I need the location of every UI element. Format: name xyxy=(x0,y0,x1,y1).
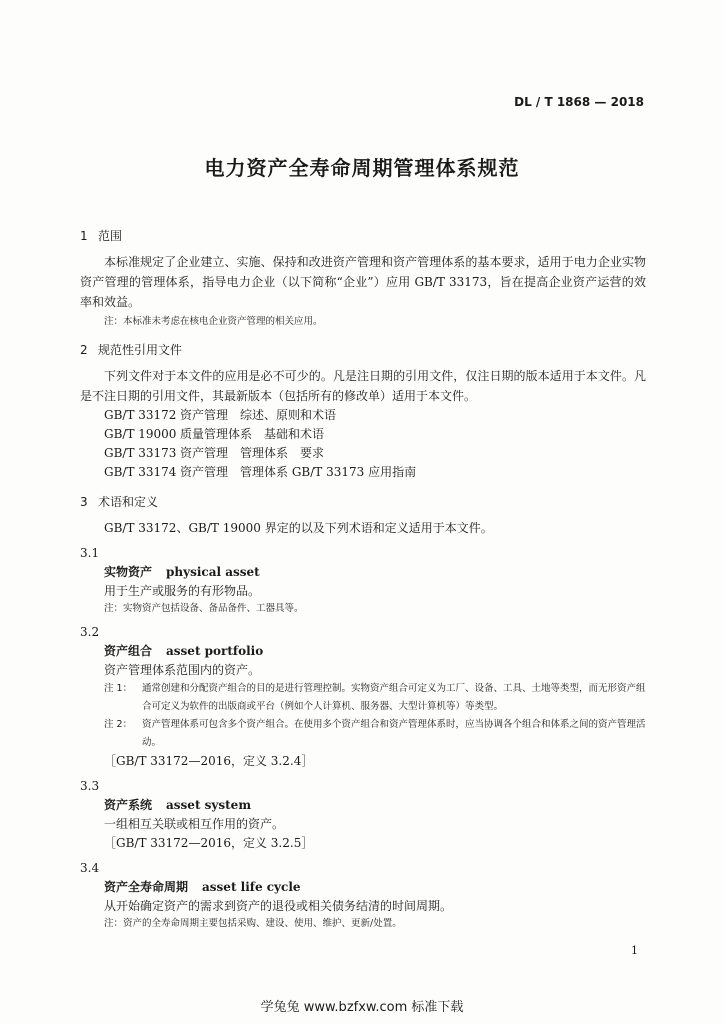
term-note: 注 1： 通常创建和分配资产组合的目的是进行管理控制。实物资产组合可定义为工厂、设备、工具、土地等类型，而无形资产组合可定义为软件的出版商或平台（例如个人计算机、服务器、大型计算机等）等类型。 xyxy=(104,683,646,712)
term-note: 注：资产的全寿命周期主要包括采购、建设、使用、维护、更新/处置。 xyxy=(104,918,402,929)
term-source: ［GB/T 33172—2016，定义 3.2.5］ xyxy=(104,836,314,850)
term-heading: 资产组合 asset portfolio xyxy=(104,644,264,658)
document-body xyxy=(80,226,646,932)
section-1-paragraph: 本标准规定了企业建立、实施、保持和改进资产管理和资产管理体系的基本要求，适用于电力企业实物资产管理的管理体系，指导电力企业（以下简称“企业”）应用 GB/T 33173，旨在提高企业资产运营的效率和效益。 xyxy=(80,255,646,309)
section-3-paragraph: GB/T 33172、GB/T 19000 界定的以及下列术语和定义适用于本文件。 xyxy=(104,521,493,535)
normative-references-list xyxy=(104,406,646,482)
term-notes xyxy=(104,680,646,752)
document-title: 电力资产全寿命周期管理体系规范 xyxy=(204,156,520,180)
standard-number: DL / T 1868 — 2018 xyxy=(514,95,644,109)
term-heading: 资产系统 asset system xyxy=(104,798,252,812)
section-1-note: 注：本标准未考虑在核电企业资产管理的相关应用。 xyxy=(104,316,323,327)
section-1-heading: 1 范围 xyxy=(80,229,123,243)
term-heading: 资产全寿命周期 asset life cycle xyxy=(104,880,301,894)
term-note: 注：实物资产包括设备、备品备件、工器具等。 xyxy=(104,603,304,614)
reference-item: GB/T 33173 资产管理 管理体系 要求 xyxy=(104,446,325,460)
footer-watermark: 学兔兔 www.bzfxw.com 标准下载 xyxy=(260,1000,464,1015)
reference-item: GB/T 33172 资产管理 综述、原则和术语 xyxy=(104,408,337,422)
term-definition: 用于生产或服务的有形物品。 xyxy=(104,584,261,598)
term-source: ［GB/T 33172—2016，定义 3.2.4］ xyxy=(104,754,314,768)
reference-item: GB/T 19000 质量管理体系 基础和术语 xyxy=(104,427,325,441)
term-number: 3.1 xyxy=(80,546,100,560)
term-note: 注 2： 资产管理体系可包含多个资产组合。在使用多个资产组合和资产管理体系时，应当协调各个组合和体系之间的资产管理活动。 xyxy=(104,719,646,748)
reference-item: GB/T 33174 资产管理 管理体系 GB/T 33173 应用指南 xyxy=(104,465,417,479)
term-definition: 资产管理体系范围内的资产。 xyxy=(104,663,261,677)
section-3-heading: 3 术语和定义 xyxy=(80,495,159,509)
page-number: 1 xyxy=(631,944,638,957)
term-number: 3.3 xyxy=(80,779,100,793)
term-heading: 实物资产 physical asset xyxy=(104,565,260,579)
term-number: 3.2 xyxy=(80,625,100,639)
section-2-heading: 2 规范性引用文件 xyxy=(80,343,183,357)
section-2-paragraph: 下列文件对于本文件的应用是必不可少的。凡是注日期的引用文件，仅注日期的版本适用于本文件。凡是不注日期的引用文件，其最新版本（包括所有的修改单）适用于本文件。 xyxy=(80,369,646,403)
term-number: 3.4 xyxy=(80,861,100,875)
term-definition: 一组相互关联或相互作用的资产。 xyxy=(104,817,285,831)
term-definition: 从开始确定资产的需求到资产的退役或相关债务结清的时间周期。 xyxy=(104,899,453,913)
